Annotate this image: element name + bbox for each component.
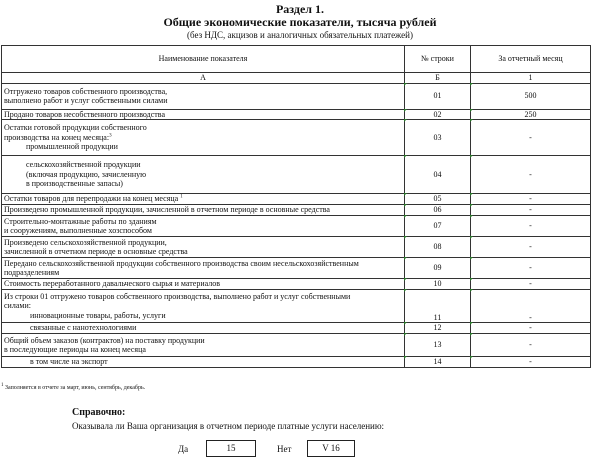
section-number: Раздел 1. (275, 2, 325, 16)
footnote-mark: 1 (180, 194, 183, 200)
column-letter-1: 1 (471, 73, 591, 84)
row-name-line: Остатки товаров для перепродажи на конец месяца (4, 194, 179, 204)
row-name (2, 323, 405, 334)
row-name-line: сельскохозяйственной продукции (26, 160, 141, 170)
row-value-cell[interactable]: 250 (471, 109, 591, 120)
row-name (2, 357, 405, 368)
row-code: 10 (405, 279, 471, 290)
indicators-table (1, 45, 591, 368)
row-code: 14 (405, 357, 471, 368)
row-name (2, 194, 405, 205)
row-code: 06 (405, 205, 471, 216)
row-name-line: Произведено промышленной продукции, зачисленной в отчетном периоде в основные средства (4, 205, 330, 215)
row-name-line: в том числе на экспорт (30, 357, 108, 367)
row-name (2, 279, 405, 290)
table-row (2, 194, 591, 205)
row-code: 11 (405, 290, 471, 323)
row-value-cell[interactable]: - (471, 323, 591, 334)
row-code: 01 (405, 83, 471, 109)
table-row (2, 205, 591, 216)
row-code: 13 (405, 334, 471, 357)
row-value-cell[interactable]: - (471, 357, 591, 368)
table-row (2, 109, 591, 120)
row-name-line: Из строки 01 отгружено товаров собственного производства, выполнено работ и услуг собственными (4, 291, 351, 301)
row-name (2, 83, 405, 109)
column-header-code: № строки (405, 46, 471, 73)
row-value-cell[interactable]: 500 (471, 83, 591, 109)
table-header-row (2, 46, 591, 73)
row-name-line: зачисленной в отчетном периоде в основные средства (4, 247, 188, 256)
row-name-line: Строительно-монтажные работы по зданиям (4, 216, 157, 226)
row-name (2, 258, 405, 279)
table-row (2, 216, 591, 237)
row-name-line: инновационные товары, работы, услуги (30, 310, 166, 320)
row-name (2, 120, 405, 156)
row-name-line: (включая продукцию, зачисленную (26, 169, 147, 179)
row-value-cell[interactable]: - (471, 279, 591, 290)
row-code: 04 (405, 156, 471, 194)
footnote (1, 385, 145, 391)
row-name (2, 237, 405, 258)
row-name-line: промышленной продукции (26, 142, 118, 152)
row-name-line: в последующие периоды на конец месяца (4, 345, 146, 354)
row-name (2, 156, 405, 194)
table-row (2, 279, 591, 290)
row-code: 09 (405, 258, 471, 279)
reference-title: Справочно: (72, 407, 126, 418)
table-row (2, 258, 591, 279)
row-name (2, 205, 405, 216)
yes-checkbox[interactable]: 15 (206, 440, 256, 457)
table-row (2, 83, 591, 109)
row-name-line: Произведено сельскохозяйственной продукции, (4, 237, 167, 247)
column-header-name: Наименование показателя (2, 46, 405, 73)
no-checkbox[interactable]: V 16 (307, 440, 355, 457)
yes-label: Да (178, 444, 189, 454)
table-row (2, 237, 591, 258)
row-name-line: Отгружено товаров собственного производства, (4, 86, 168, 96)
row-code: 12 (405, 323, 471, 334)
row-name-line: Стоимость переработанного давальческого сырья и материалов (4, 279, 220, 289)
table-row (2, 357, 591, 368)
column-letter-a: А (2, 73, 405, 84)
row-name-line: Передано сельскохозяйственной продукции собственного производства своим несельскохозяйственным (4, 258, 359, 268)
row-value-cell[interactable]: - (471, 194, 591, 205)
table-row (2, 290, 591, 323)
row-name-line: и сооружениям, выполненные хозспособом (4, 226, 152, 235)
row-code: 02 (405, 109, 471, 120)
table-row (2, 323, 591, 334)
row-name (2, 334, 405, 357)
column-letter-b: Б (405, 73, 471, 84)
row-name-line: в производственные запасы) (26, 179, 123, 189)
row-name-line: Общий объем заказов (контрактов) на поставку продукции (4, 335, 205, 345)
row-name-line: подразделениям (4, 268, 60, 277)
footnote-text: Заполняется в отчете за март, июнь, сентябрь, декабрь. (5, 385, 146, 391)
reference-question: Оказывала ли Ваша организация в отчетном периоде платные услуги населению: (72, 421, 385, 431)
row-value-cell[interactable]: - (471, 237, 591, 258)
row-code: 05 (405, 194, 471, 205)
row-name (2, 109, 405, 120)
row-code: 03 (405, 120, 471, 156)
section-title: Общие экономические показатели, тысяча рублей (163, 15, 437, 29)
row-name-line: выполнено работ и услуг собственными силами (4, 96, 168, 105)
table-row (2, 120, 591, 156)
row-value-cell[interactable]: - (471, 156, 591, 194)
column-header-value: За отчетный месяц (471, 46, 591, 73)
row-value-cell[interactable]: - (471, 216, 591, 237)
row-value-cell[interactable]: - (471, 258, 591, 279)
row-value-cell[interactable]: - (471, 290, 591, 323)
row-value-cell[interactable]: - (471, 334, 591, 357)
row-value-cell[interactable]: - (471, 205, 591, 216)
row-code: 07 (405, 216, 471, 237)
table-row (2, 334, 591, 357)
table-row (2, 156, 591, 194)
row-name-line: силами: (4, 301, 31, 311)
no-label: Нет (277, 444, 292, 454)
column-letters-row (2, 73, 591, 84)
row-name-line: Продано товаров несобственного производства (4, 109, 166, 119)
row-name-line: Остатки готовой продукции собственного (4, 123, 147, 133)
section-subtitle: (без НДС, акцизов и аналогичных обязательных платежей) (187, 30, 413, 40)
footnote-mark: 3 (109, 133, 112, 139)
row-name (2, 290, 405, 323)
row-code: 08 (405, 237, 471, 258)
row-value-cell[interactable]: - (471, 120, 591, 156)
footnote-mark: 1 (1, 383, 4, 388)
row-name-line: связанные с нанотехнологиями (30, 323, 137, 333)
row-name-line: производства на конец месяца: (4, 132, 110, 142)
row-name (2, 216, 405, 237)
